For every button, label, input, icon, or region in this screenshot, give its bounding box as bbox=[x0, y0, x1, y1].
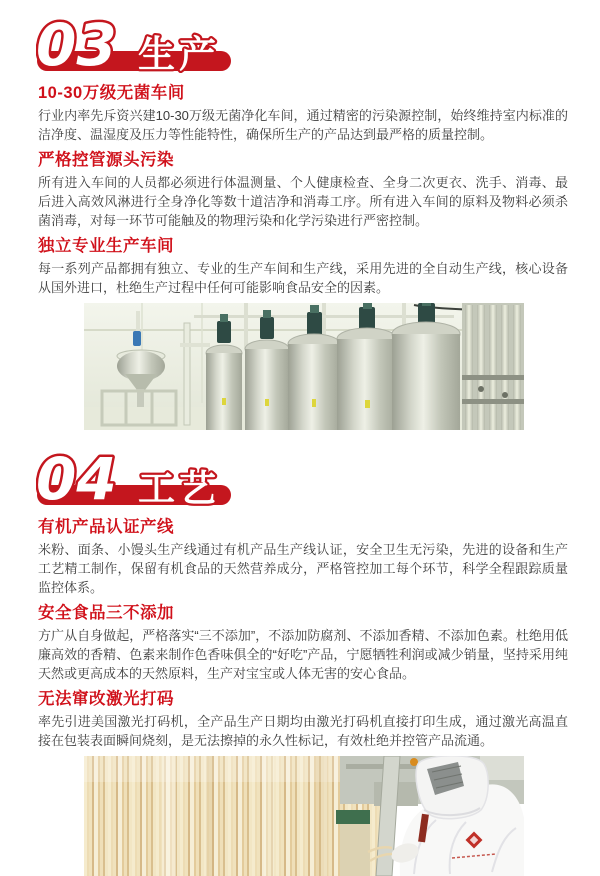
badge-title: 工艺 bbox=[138, 467, 220, 507]
badge-title: 生产 bbox=[138, 33, 220, 73]
block-no-additives bbox=[38, 603, 570, 683]
factory-tanks-photo bbox=[84, 303, 524, 430]
block-independent-workshop bbox=[38, 236, 570, 297]
block-laser-coding bbox=[38, 689, 570, 750]
block-body: 率先引进美国激光打码机，全产品生产日期均由激光打码机直接打印生成，通过激光高温直接在包装表面瞬间烧刻，是无法擦掉的永久性标记，有效杜绝并控管产品流通。 bbox=[38, 714, 568, 748]
block-body: 米粉、面条、小馒头生产线通过有机产品生产线认证，安全卫生无污染，先进的设备和生产工艺精工制作，保留有机食品的天然营养成分，严格管控加工每个环节，科学全程跟踪质量监控体系。 bbox=[38, 542, 568, 595]
section-production bbox=[38, 10, 570, 430]
block-heading: 10-30万级无菌车间 bbox=[38, 84, 185, 102]
block-heading: 安全食品三不添加 bbox=[38, 604, 174, 622]
block-source-pollution bbox=[38, 150, 570, 230]
section-production-badge bbox=[36, 10, 276, 73]
noodles-worker-photo bbox=[84, 756, 524, 876]
block-body: 行业内率先斥资兴建10-30万级无菌净化车间，通过精密的污染源控制，始终维持室内标准的洁净度、温湿度及压力等性能特性，确保所生产的产品达到最严格的质量控制。 bbox=[38, 108, 568, 142]
block-heading: 严格控管源头污染 bbox=[38, 151, 174, 169]
block-heading: 无法窜改激光打码 bbox=[38, 690, 174, 708]
section-process bbox=[38, 444, 570, 876]
badge-number: 04 bbox=[36, 445, 117, 507]
block-body: 每一系列产品都拥有独立、专业的生产车间和生产线，采用先进的全自动生产线，核心设备从国外进口，杜绝生产过程中任何可能影响食品安全的因素。 bbox=[38, 261, 568, 295]
block-organic-line bbox=[38, 517, 570, 597]
block-heading: 独立专业生产车间 bbox=[38, 237, 174, 255]
block-clean-workshop bbox=[38, 83, 570, 144]
block-heading: 有机产品认证产线 bbox=[38, 518, 174, 536]
section-process-badge bbox=[36, 444, 276, 507]
block-body: 方广从自身做起，严格落实“三不添加”，不添加防腐剂、不添加香精、不添加色素。杜绝用低廉高效的香精、色素来制作色香味俱全的“好吃”产品，宁愿牺牲利润或减少销量，坚持采用纯天然或更高成本的天然原料，生产对宝宝或人体无害的安心食品。 bbox=[38, 628, 568, 681]
block-body: 所有进入车间的人员都必须进行体温测量、个人健康检查、全身二次更衣、洗手、消毒、最后进入高效风淋进行全身净化等数十道洁净和消毒工序。所有进入车间的原料及物料必须杀菌消毒，对每一环节可能触及的物理污染和化学污染进行严密控制。 bbox=[38, 175, 568, 228]
badge-number: 03 bbox=[36, 11, 117, 73]
